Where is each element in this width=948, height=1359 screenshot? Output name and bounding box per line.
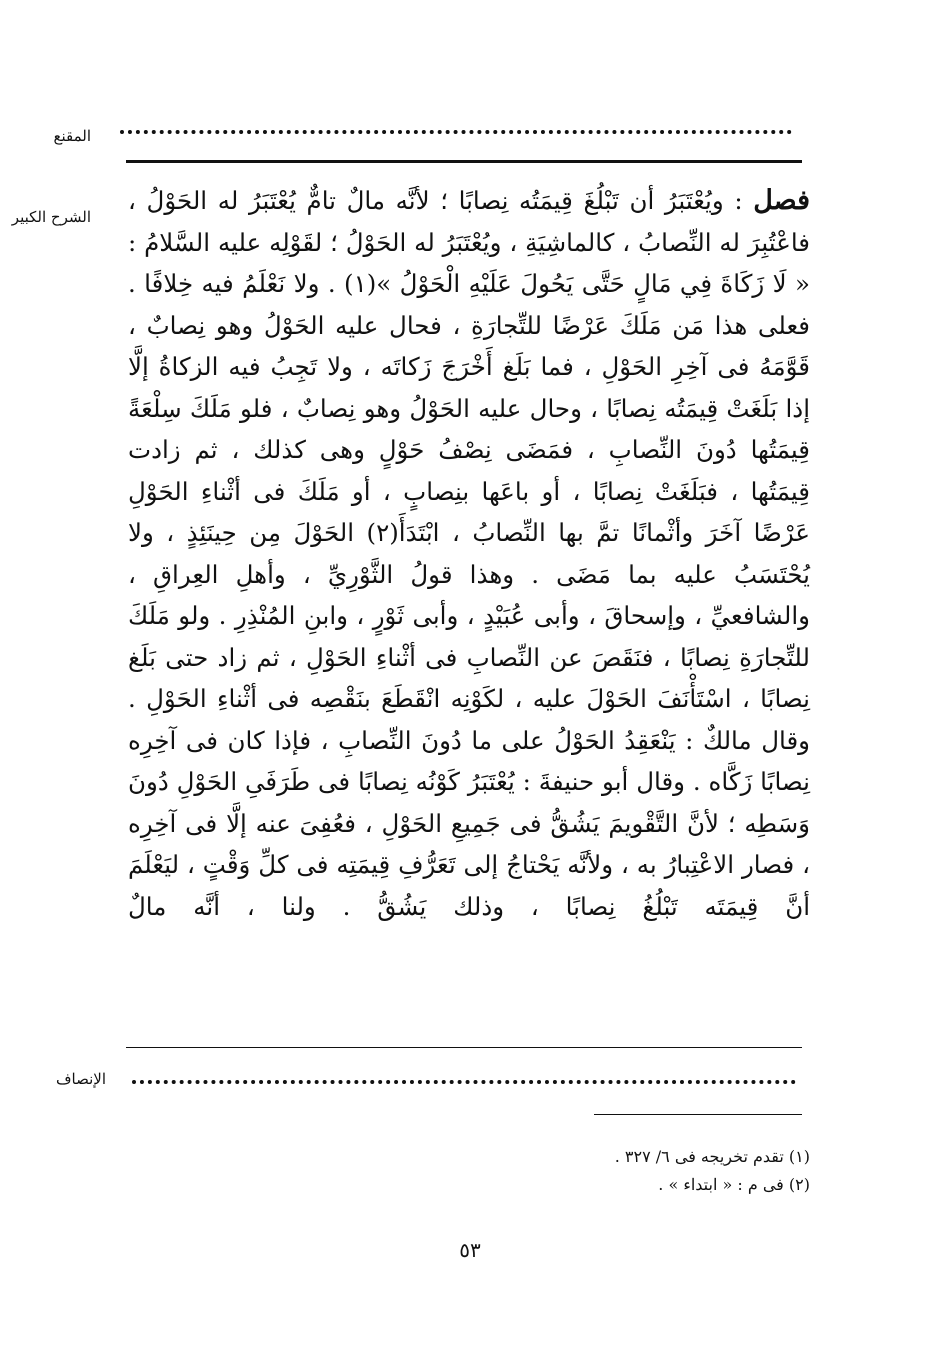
header-rule (126, 160, 802, 163)
section-heading-fasl: فصل (753, 185, 810, 216)
body-bottom-rule (126, 1047, 802, 1048)
insaf-dotted-leader (132, 1080, 796, 1084)
footnote-separator (594, 1114, 802, 1115)
footnote-1: (١) تقدم تخريجه فى ٦/ ٣٢٧ . (614, 1147, 810, 1166)
header-label-muqni: المقنع (53, 127, 91, 145)
main-body-text (128, 180, 810, 927)
body-paragraph (128, 180, 810, 927)
footnote-2: (٢) فى م : « ابتداء » . (658, 1175, 810, 1194)
side-label-sharh-kabir: الشرح الكبير (11, 208, 91, 226)
page-number: ٥٣ (459, 1238, 481, 1262)
footnotes (128, 1143, 810, 1199)
side-label-insaf: الإنصاف (55, 1070, 106, 1088)
body-text: : ويُعْتَبَرُ أن تَبْلُغَ قِيمَتُه نِصابًا ؛ لأنَّه مالٌ تامٌّ يُعْتَبَرُ له الحَوْلُ ، فاعْتُبِرَ له النِّصابُ ، كالماشِيَةِ ، ويُعْتَبَرُ له الحَوْلُ ؛ لقَوْلِه عليه السَّلامُ : « لَا زَكَاةَ فِي مَالٍ حَتَّى يَحُولَ عَلَيْهِ الْحَوْلُ »(١) . ولا نَعْلَمُ فيه خِلافًا . فعلى هذا مَن مَلَكَ عَرْضًا للتِّجارَةِ ، فحال عليه الحَوْلُ وهو نِصابٌ ، قَوَّمَهُ فى آخِرِ الحَوْلِ ، فما بَلَغ أَخْرَجَ زَكاتَه ، ولا تَجِبُ فيه الزكاةُ إلَّا إذا بَلَغَتْ قِيمَتُه نِصابًا ، وحال عليه الحَوْلُ وهو نِصابٌ ، فلو مَلَكَ سِلْعَةً قِيمَتُها دُونَ النِّصابِ ، فمَضَى نِصْفُ حَوْلٍ وهى كذلك ، ثم زادت قِيمَتُها ، فبَلَغَتْ نِصابًا ، أو باعَها بنِصابٍ ، أو مَلَكَ فى أثْناءِ الحَوْلِ عَرْضًا آخَرَ وأثْمانًا تمَّ بها النِّصابُ ، ابْتَدَأَ(٢) الحَوْلَ مِن حِينَئِذٍ ، ولا يُحْتَسَبُ عليه بما مَضَى . وهذا قولُ الثَّوْرِيِّ ، وأهلِ العِراقِ ، والشافعيِّ ، وإسحاقَ ، وأبى عُبَيْدٍ ، وأبى ثَوْرٍ ، وابنِ المُنْذِرِ . ولو مَلَكَ للتِّجارَةِ نِصابًا ، فنَقَصَ عن النِّصابِ فى أثْناءِ الحَوْلِ ، ثم زاد حتى بَلَغ نِصابًا ، اسْتَأْنَفَ الحَوْلَ عليه ، لكَوْنِه انْقَطَعَ بنَقْصِه فى أثْناءِ الحَوْلِ . وقال مالكٌ : يَنْعَقِدُ الحَوْلُ على ما دُونَ النِّصابِ ، فإذا كان فى آخِرِه نِصابًا زَكَّاه . وقال أبو حنيفةَ : يُعْتَبَرُ كَوْنُه نِصابًا فى طَرَفَىِ الحَوْلِ دُونَ وَسَطِه ؛ لأنَّ التَّقْويمَ يَشُقُّ فى جَمِيعِ الحَوْلِ ، فعُفِىَ عنه إلَّا فى آخِرِه ، فصار الاعْتِبارُ به ، ولأنَّه يَحْتاجُ إلى تَعَرُّفِ قِيمَتِه فى كلِّ وَقْتٍ ، ليَعْلَمَ أنَّ قِيمَتَه تَبْلُغُ نِصابًا ، وذلك يَشُقُّ . ولنا ، أنَّه مالٌ (128, 186, 810, 921)
header-dotted-leader (120, 130, 792, 134)
